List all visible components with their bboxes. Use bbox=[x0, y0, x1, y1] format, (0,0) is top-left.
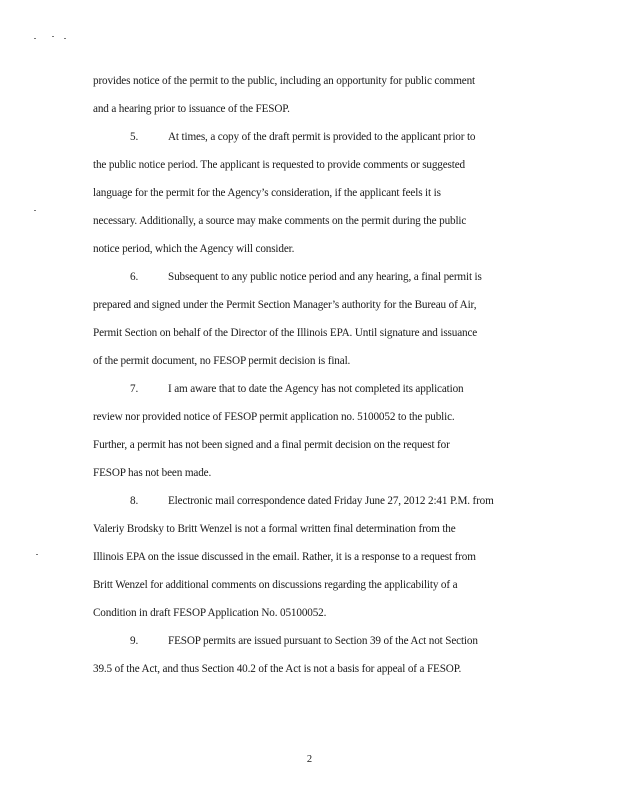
scan-speck bbox=[64, 38, 66, 39]
paragraph-7-first-line bbox=[130, 382, 533, 396]
body-line: notice period, which the Agency will consider. bbox=[93, 243, 295, 255]
body-line: Britt Wenzel for additional comments on discussions regarding the applicability of a bbox=[93, 579, 458, 591]
paragraph-5-first-line bbox=[130, 130, 533, 144]
body-line: of the permit document, no FESOP permit decision is final. bbox=[93, 355, 351, 367]
paragraph-8-first-line bbox=[130, 494, 533, 508]
body-line: Further, a permit has not been signed and a final permit decision on the request for bbox=[93, 439, 450, 451]
body-line: review nor provided notice of FESOP permit application no. 5100052 to the public. bbox=[93, 411, 455, 423]
paragraph-number: 7. bbox=[130, 383, 139, 395]
page-number: 2 bbox=[306, 754, 313, 765]
paragraph-6-first-line bbox=[130, 270, 533, 284]
body-text: I am aware that to date the Agency has not completed its application bbox=[168, 383, 464, 395]
body-text: Subsequent to any public notice period and any hearing, a final permit is bbox=[168, 271, 482, 283]
body-line: FESOP has not been made. bbox=[93, 467, 212, 479]
scan-speck bbox=[34, 210, 36, 211]
body-text: FESOP permits are issued pursuant to Section 39 of the Act not Section bbox=[168, 635, 478, 647]
paragraph-number: 9. bbox=[130, 635, 139, 647]
body-line: necessary. Additionally, a source may make comments on the permit during the public bbox=[93, 215, 467, 227]
body-line: Condition in draft FESOP Application No. 05100052. bbox=[93, 607, 327, 619]
scan-speck bbox=[52, 36, 54, 37]
paragraph-number: 6. bbox=[130, 271, 139, 283]
body-line: Illinois EPA on the issue discussed in the email. Rather, it is a response to a request from bbox=[93, 551, 476, 563]
paragraph-number: 8. bbox=[130, 495, 139, 507]
body-line: Valeriy Brodsky to Britt Wenzel is not a formal written final determination from the bbox=[93, 523, 456, 535]
body-line: provides notice of the permit to the public, including an opportunity for public comment bbox=[93, 75, 476, 87]
body-line: Permit Section on behalf of the Director of the Illinois EPA. Until signature and issuance bbox=[93, 327, 478, 339]
body-line: the public notice period. The applicant is requested to provide comments or suggested bbox=[93, 159, 465, 171]
scan-speck bbox=[36, 554, 38, 555]
paragraph-9-first-line bbox=[130, 634, 533, 648]
paragraph-number: 5. bbox=[130, 131, 139, 143]
body-line: and a hearing prior to issuance of the FESOP. bbox=[93, 103, 290, 115]
body-line: language for the permit for the Agency’s consideration, if the applicant feels it is bbox=[93, 187, 441, 199]
body-text: At times, a copy of the draft permit is provided to the applicant prior to bbox=[168, 131, 476, 143]
body-line: prepared and signed under the Permit Section Manager’s authority for the Bureau of Air, bbox=[93, 299, 477, 311]
scan-speck bbox=[34, 38, 36, 39]
body-text: Electronic mail correspondence dated Friday June 27, 2012 2:41 P.M. from bbox=[168, 495, 494, 507]
body-line: 39.5 of the Act, and thus Section 40.2 of the Act is not a basis for appeal of a FESOP. bbox=[93, 663, 462, 675]
